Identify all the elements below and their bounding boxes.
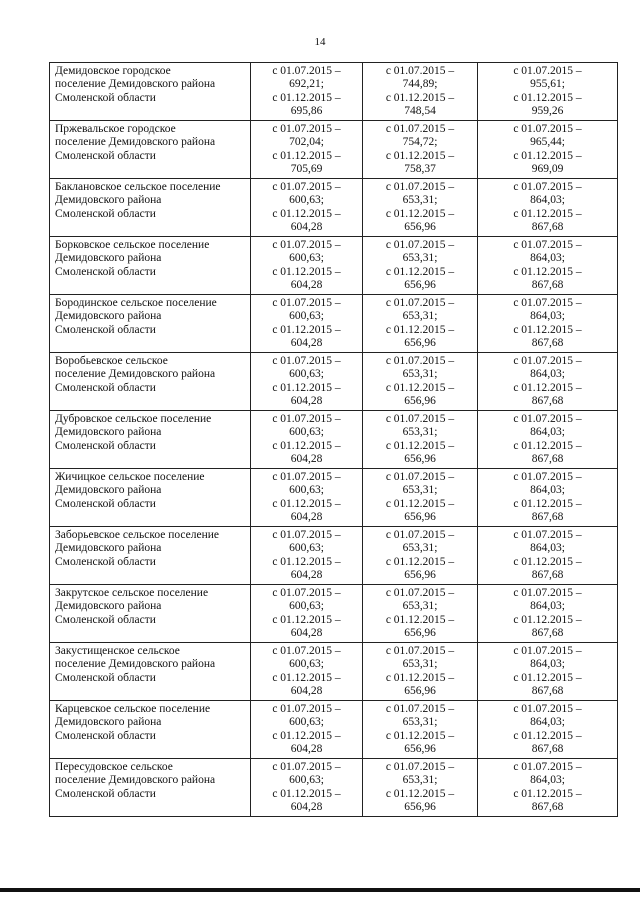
tariff-line: с 01.07.2015 –	[513, 297, 582, 309]
tariff-line: с 01.12.2015 –	[272, 497, 341, 510]
tariff-line: 864,03;	[530, 774, 565, 787]
table-row	[50, 643, 618, 701]
tariff-line: 656,96	[404, 511, 436, 524]
tariff-line: 600,63;	[289, 194, 324, 207]
tariff-line: 653,31;	[402, 542, 438, 555]
tariff-line: с 01.07.2015 –	[385, 239, 455, 251]
tariff-line: 864,03;	[530, 194, 565, 207]
tariff-line: с 01.07.2015 –	[272, 123, 341, 135]
tariff-line: 604,28	[290, 221, 323, 234]
tariff-column-2-cell	[363, 701, 478, 759]
tariff-line: с 01.12.2015 –	[272, 671, 341, 684]
tariff-line: с 01.12.2015 –	[385, 323, 455, 336]
table-row	[50, 353, 618, 411]
tariff-line: 653,31;	[402, 368, 438, 381]
tariff-line: 604,28	[290, 279, 323, 292]
tariff-line: 705,69	[290, 163, 323, 176]
table-row	[50, 701, 618, 759]
tariff-line: 864,03;	[530, 716, 565, 729]
tariff-line: 653,31;	[402, 426, 438, 439]
tariff-line: с 01.07.2015 –	[513, 471, 582, 483]
tariff-line: 692,21;	[289, 78, 324, 91]
tariff-column-1-cell	[251, 179, 363, 237]
tariff-line: с 01.12.2015 –	[513, 323, 582, 336]
settlement-name-line: Демидовского района	[55, 310, 162, 323]
settlement-name-line: поселение Демидовского района	[55, 774, 216, 787]
tariff-line: с 01.12.2015 –	[385, 207, 455, 220]
tariff-line: с 01.12.2015 –	[513, 555, 582, 568]
tariff-line: с 01.12.2015 –	[385, 613, 455, 626]
tariff-line: 600,63;	[289, 310, 324, 323]
tariff-line: с 01.12.2015 –	[385, 555, 455, 568]
tariff-line: с 01.07.2015 –	[513, 587, 582, 599]
tariff-line: 656,96	[404, 221, 436, 234]
tariff-line: с 01.07.2015 –	[272, 65, 341, 77]
tariff-line: 656,96	[404, 801, 436, 814]
settlement-name-line: Жичицкое сельское поселение	[55, 471, 205, 483]
tariff-line: с 01.07.2015 –	[513, 123, 582, 135]
settlement-name-line: Демидовского района	[55, 194, 162, 207]
tariff-line: 864,03;	[530, 600, 565, 613]
tariff-line: 959,26	[531, 105, 564, 118]
page-number: 14	[314, 36, 326, 48]
tariff-line: с 01.12.2015 –	[513, 149, 582, 162]
tariff-column-2-cell	[363, 121, 478, 179]
tariff-line: с 01.12.2015 –	[513, 613, 582, 626]
settlement-name-line: Демидовского района	[55, 716, 162, 729]
tariff-table	[49, 62, 618, 817]
tariff-line: 867,68	[531, 627, 564, 640]
tariff-line: с 01.07.2015 –	[513, 645, 582, 657]
bottom-scan-border	[0, 888, 640, 892]
tariff-column-3-cell	[478, 295, 618, 353]
tariff-line: 653,31;	[402, 194, 438, 207]
tariff-line: 656,96	[404, 569, 436, 582]
tariff-line: 653,31;	[402, 252, 438, 265]
tariff-line: 864,03;	[530, 542, 565, 555]
tariff-line: с 01.07.2015 –	[385, 355, 455, 367]
settlement-name-line: Демидовского района	[55, 542, 162, 555]
tariff-line: с 01.07.2015 –	[272, 645, 341, 657]
table-row	[50, 469, 618, 527]
tariff-line: с 01.07.2015 –	[272, 529, 341, 541]
tariff-line: с 01.07.2015 –	[272, 355, 341, 367]
settlement-name-line: Смоленской области	[55, 613, 156, 626]
tariff-column-1-cell	[251, 585, 363, 643]
tariff-line: с 01.07.2015 –	[513, 239, 582, 251]
settlement-name-cell	[50, 63, 251, 121]
settlement-name-line: Смоленской области	[55, 323, 156, 336]
tariff-line: с 01.12.2015 –	[513, 787, 582, 800]
tariff-line: с 01.07.2015 –	[272, 471, 341, 483]
settlement-name-line: Карцевское сельское поселение	[55, 703, 211, 715]
settlement-name-line: Смоленской области	[55, 265, 156, 278]
settlement-name-line: поселение Демидовского района	[55, 78, 216, 91]
tariff-line: с 01.12.2015 –	[513, 91, 582, 104]
tariff-line: 867,68	[531, 337, 564, 350]
tariff-line: с 01.12.2015 –	[272, 381, 341, 394]
tariff-column-3-cell	[478, 63, 618, 121]
settlement-name-line: Демидовского района	[55, 600, 162, 613]
tariff-line: с 01.12.2015 –	[272, 787, 341, 800]
tariff-column-2-cell	[363, 63, 478, 121]
settlement-name-cell	[50, 469, 251, 527]
tariff-line: 867,68	[531, 569, 564, 582]
tariff-line: 600,63;	[289, 252, 324, 265]
tariff-line: 867,68	[531, 743, 564, 756]
tariff-line: 600,63;	[289, 542, 324, 555]
tariff-line: 867,68	[531, 685, 564, 698]
tariff-line: 864,03;	[530, 310, 565, 323]
tariff-line: с 01.12.2015 –	[385, 149, 455, 162]
tariff-line: 604,28	[290, 511, 323, 524]
tariff-column-2-cell	[363, 237, 478, 295]
tariff-column-3-cell	[478, 121, 618, 179]
tariff-line: с 01.12.2015 –	[513, 439, 582, 452]
tariff-line: 656,96	[404, 453, 436, 466]
tariff-column-2-cell	[363, 759, 478, 817]
tariff-line: с 01.07.2015 –	[513, 761, 582, 773]
tariff-line: с 01.07.2015 –	[513, 529, 582, 541]
tariff-line: 867,68	[531, 453, 564, 466]
tariff-line: 867,68	[531, 511, 564, 524]
settlement-name-line: Смоленской области	[55, 91, 156, 104]
tariff-line: с 01.12.2015 –	[385, 729, 455, 742]
tariff-line: 600,63;	[289, 426, 324, 439]
tariff-line: с 01.07.2015 –	[385, 703, 455, 715]
tariff-line: с 01.07.2015 –	[272, 297, 341, 309]
settlement-name-line: Закрутское сельское поселение	[55, 587, 209, 599]
tariff-line: с 01.12.2015 –	[513, 265, 582, 278]
tariff-line: с 01.12.2015 –	[385, 265, 455, 278]
tariff-line: 864,03;	[530, 484, 565, 497]
tariff-line: с 01.12.2015 –	[272, 149, 341, 162]
tariff-line: с 01.12.2015 –	[385, 381, 455, 394]
settlement-name-line: Пржевальское городское	[55, 123, 176, 135]
tariff-line: 604,28	[290, 337, 323, 350]
settlement-name-line: Демидовского района	[55, 426, 162, 439]
tariff-line: 864,03;	[530, 658, 565, 671]
settlement-name-line: Смоленской области	[55, 207, 156, 220]
tariff-line: 604,28	[290, 801, 323, 814]
settlement-name-line: Дубровское сельское поселение	[55, 413, 212, 425]
tariff-line: с 01.07.2015 –	[272, 413, 341, 425]
tariff-line: 604,28	[290, 453, 323, 466]
tariff-line: с 01.12.2015 –	[513, 497, 582, 510]
table-row	[50, 585, 618, 643]
settlement-name-line: поселение Демидовского района	[55, 136, 216, 149]
tariff-column-1-cell	[251, 121, 363, 179]
tariff-line: с 01.12.2015 –	[385, 91, 455, 104]
settlement-name-line: Смоленской области	[55, 149, 156, 162]
settlement-name-line: Смоленской области	[55, 497, 156, 510]
tariff-line: с 01.12.2015 –	[272, 207, 341, 220]
tariff-line: с 01.12.2015 –	[513, 207, 582, 220]
tariff-line: 653,31;	[402, 310, 438, 323]
settlement-name-cell	[50, 701, 251, 759]
tariff-table-body	[50, 63, 618, 817]
tariff-line: с 01.07.2015 –	[385, 529, 455, 541]
tariff-line: 656,96	[404, 279, 436, 292]
tariff-line: с 01.07.2015 –	[272, 703, 341, 715]
tariff-line: 744,89;	[402, 78, 438, 91]
settlement-name-line: Закустищенское сельское	[55, 645, 180, 657]
tariff-column-3-cell	[478, 411, 618, 469]
settlement-name-line: Бородинское сельское поселение	[55, 297, 217, 309]
table-row	[50, 527, 618, 585]
tariff-column-1-cell	[251, 701, 363, 759]
settlement-name-cell	[50, 527, 251, 585]
tariff-column-1-cell	[251, 295, 363, 353]
settlement-name-line: Смоленской области	[55, 381, 156, 394]
settlement-name-line: Смоленской области	[55, 555, 156, 568]
tariff-line: 604,28	[290, 743, 323, 756]
tariff-line: с 01.12.2015 –	[272, 729, 341, 742]
settlement-name-line: поселение Демидовского района	[55, 368, 216, 381]
settlement-name-cell	[50, 759, 251, 817]
tariff-line: 600,63;	[289, 716, 324, 729]
settlement-name-cell	[50, 121, 251, 179]
tariff-line: с 01.12.2015 –	[385, 787, 455, 800]
settlement-name-cell	[50, 643, 251, 701]
tariff-line: 653,31;	[402, 484, 438, 497]
tariff-line: 656,96	[404, 743, 436, 756]
tariff-column-3-cell	[478, 353, 618, 411]
tariff-line: с 01.07.2015 –	[385, 65, 455, 77]
table-row	[50, 295, 618, 353]
tariff-line: 864,03;	[530, 368, 565, 381]
tariff-column-1-cell	[251, 643, 363, 701]
tariff-line: с 01.07.2015 –	[513, 65, 582, 77]
tariff-line: 653,31;	[402, 600, 438, 613]
tariff-line: с 01.07.2015 –	[385, 761, 455, 773]
tariff-column-3-cell	[478, 179, 618, 237]
tariff-line: с 01.12.2015 –	[385, 439, 455, 452]
tariff-column-2-cell	[363, 353, 478, 411]
settlement-name-line: Борковское сельское поселение	[55, 239, 210, 251]
tariff-line: 656,96	[404, 685, 436, 698]
tariff-line: 867,68	[531, 279, 564, 292]
settlement-name-line: Пересудовское сельское	[55, 761, 173, 773]
tariff-line: с 01.07.2015 –	[513, 181, 582, 193]
tariff-line: 600,63;	[289, 774, 324, 787]
settlement-name-line: поселение Демидовского района	[55, 658, 216, 671]
tariff-line: 867,68	[531, 395, 564, 408]
tariff-line: с 01.12.2015 –	[272, 613, 341, 626]
tariff-line: 653,31;	[402, 658, 438, 671]
tariff-line: 748,54	[404, 105, 436, 118]
tariff-line: с 01.07.2015 –	[272, 761, 341, 773]
tariff-line: с 01.07.2015 –	[385, 587, 455, 599]
tariff-line: с 01.07.2015 –	[385, 413, 455, 425]
tariff-line: 600,63;	[289, 658, 324, 671]
tariff-column-2-cell	[363, 643, 478, 701]
tariff-column-2-cell	[363, 179, 478, 237]
tariff-line: с 01.07.2015 –	[272, 239, 341, 251]
tariff-line: 702,04;	[289, 136, 324, 149]
settlement-name-line: Демидовского района	[55, 252, 162, 265]
settlement-name-line: Смоленской области	[55, 729, 156, 742]
settlement-name-line: Смоленской области	[55, 787, 156, 800]
table-row	[50, 237, 618, 295]
tariff-line: 604,28	[290, 627, 323, 640]
settlement-name-cell	[50, 237, 251, 295]
tariff-line: с 01.12.2015 –	[385, 497, 455, 510]
tariff-line: 656,96	[404, 627, 436, 640]
tariff-column-1-cell	[251, 759, 363, 817]
tariff-column-1-cell	[251, 527, 363, 585]
tariff-column-1-cell	[251, 411, 363, 469]
tariff-column-3-cell	[478, 585, 618, 643]
tariff-line: 867,68	[531, 221, 564, 234]
tariff-line: 867,68	[531, 801, 564, 814]
tariff-column-1-cell	[251, 237, 363, 295]
tariff-line: с 01.12.2015 –	[513, 729, 582, 742]
tariff-line: с 01.07.2015 –	[513, 413, 582, 425]
tariff-column-3-cell	[478, 527, 618, 585]
settlement-name-line: Баклановское сельское поселение	[55, 181, 221, 193]
tariff-line: с 01.07.2015 –	[385, 123, 455, 135]
tariff-line: 600,63;	[289, 368, 324, 381]
tariff-line: с 01.12.2015 –	[272, 91, 341, 104]
tariff-line: с 01.12.2015 –	[272, 439, 341, 452]
tariff-line: с 01.07.2015 –	[272, 181, 341, 193]
settlement-name-line: Смоленской области	[55, 439, 156, 452]
tariff-column-3-cell	[478, 759, 618, 817]
tariff-line: с 01.12.2015 –	[513, 381, 582, 394]
tariff-line: 758,37	[404, 163, 436, 176]
tariff-column-2-cell	[363, 295, 478, 353]
tariff-line: 955,61;	[530, 78, 565, 91]
tariff-line: с 01.07.2015 –	[385, 471, 455, 483]
tariff-line: 965,44;	[530, 136, 565, 149]
table-row	[50, 759, 618, 817]
tariff-line: с 01.07.2015 –	[513, 703, 582, 715]
table-row	[50, 411, 618, 469]
settlement-name-line: Заборьевское сельское поселение	[55, 529, 220, 541]
table-row	[50, 63, 618, 121]
tariff-column-3-cell	[478, 237, 618, 295]
tariff-column-3-cell	[478, 701, 618, 759]
tariff-line: с 01.07.2015 –	[272, 587, 341, 599]
tariff-line: 754,72;	[402, 136, 438, 149]
tariff-line: с 01.12.2015 –	[272, 265, 341, 278]
settlement-name-cell	[50, 295, 251, 353]
tariff-line: 656,96	[404, 337, 436, 350]
tariff-line: с 01.12.2015 –	[513, 671, 582, 684]
tariff-line: 653,31;	[402, 716, 438, 729]
tariff-line: 864,03;	[530, 252, 565, 265]
tariff-column-2-cell	[363, 585, 478, 643]
table-row	[50, 179, 618, 237]
tariff-line: 653,31;	[402, 774, 438, 787]
tariff-line: 656,96	[404, 395, 436, 408]
tariff-line: 969,09	[531, 163, 564, 176]
settlement-name-cell	[50, 179, 251, 237]
tariff-line: 695,86	[290, 105, 323, 118]
tariff-line: 600,63;	[289, 600, 324, 613]
tariff-column-1-cell	[251, 469, 363, 527]
tariff-line: с 01.07.2015 –	[513, 355, 582, 367]
tariff-column-3-cell	[478, 469, 618, 527]
tariff-line: с 01.07.2015 –	[385, 645, 455, 657]
settlement-name-line: Смоленской области	[55, 671, 156, 684]
tariff-line: 864,03;	[530, 426, 565, 439]
tariff-line: с 01.12.2015 –	[272, 323, 341, 336]
tariff-column-3-cell	[478, 643, 618, 701]
tariff-line: с 01.07.2015 –	[385, 181, 455, 193]
tariff-line: 604,28	[290, 685, 323, 698]
tariff-line: 604,28	[290, 395, 323, 408]
tariff-column-1-cell	[251, 63, 363, 121]
settlement-name-cell	[50, 585, 251, 643]
tariff-column-2-cell	[363, 411, 478, 469]
tariff-line: 600,63;	[289, 484, 324, 497]
table-row	[50, 121, 618, 179]
tariff-column-2-cell	[363, 527, 478, 585]
tariff-line: с 01.12.2015 –	[272, 555, 341, 568]
settlement-name-cell	[50, 411, 251, 469]
settlement-name-line: Воробьевское сельское	[55, 355, 168, 367]
tariff-column-2-cell	[363, 469, 478, 527]
tariff-line: с 01.12.2015 –	[385, 671, 455, 684]
settlement-name-line: Демидовское городское	[55, 65, 171, 77]
tariff-line: с 01.07.2015 –	[385, 297, 455, 309]
settlement-name-line: Демидовского района	[55, 484, 162, 497]
tariff-column-1-cell	[251, 353, 363, 411]
tariff-line: 604,28	[290, 569, 323, 582]
settlement-name-cell	[50, 353, 251, 411]
